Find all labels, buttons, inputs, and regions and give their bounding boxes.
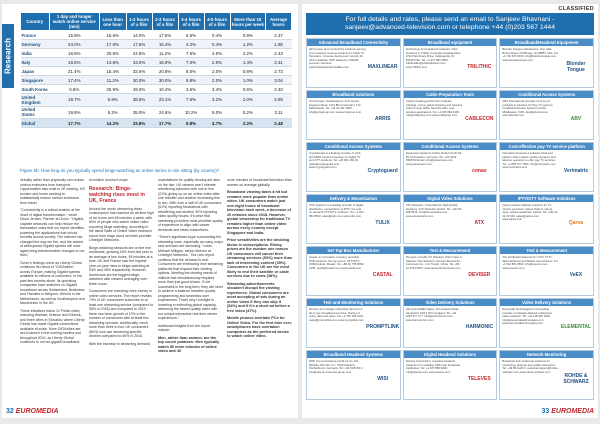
page-number: 32 (6, 408, 14, 415)
article-paragraph: Consumers are investing more money in online video services. The report reveals 79% of UK consumers subscribe to at least one streaming service (compared to 58% in 2018) and compared to 2019 there has been growth of 10% in the number of consumers with at least two streaming services. Additionally, much more than three in four UK consumers (80%) now use streaming specific devices compared to 66% in 2018. (89, 289, 154, 338)
ad-text: CryptoGuard is a leading provider of CAS and DRM content protection for digital TV and OTT solutions. Tel: +46 901 160 29. sales@cryptoguard.com www.cryptoguard.com (309, 152, 361, 170)
table-row (21, 106, 292, 119)
binge-watching-table (20, 12, 292, 128)
country-cell: United States (21, 106, 50, 119)
table-header-cell: Less than one hour (99, 13, 126, 31)
value-cell: 10.2% (178, 106, 204, 119)
classified-ad (306, 90, 401, 140)
value-cell: 2.2% (230, 49, 266, 58)
ad-category-header: Video Delivery Solutions (500, 299, 593, 306)
table-row (21, 76, 292, 85)
value-cell: 4.2% (178, 40, 204, 49)
company-logo: MAXLINEAR (367, 63, 398, 70)
value-cell: 13.8% (99, 58, 126, 67)
banner-line-1: For full details and rates, please send an email to Sanjeev Bhavnani - (345, 16, 555, 23)
banner-line-2: sanjeev@advanced-television.com or telephone +44 (0)203 567 1444 (344, 23, 555, 31)
ad-text: Arris Europe. Headquarters: Arris House, Pegasus Road, 1101 BN Amsterdam, The Netherlands. Tel: +31 20 311 3900. info@arrisgroup.com www.arrisgroup.com (309, 100, 362, 114)
value-cell: 2.0% (204, 76, 230, 85)
folio-left (6, 408, 59, 415)
value-cell: 15.4% (152, 40, 178, 49)
table-header-row (21, 13, 292, 31)
table-header-cell: 2-3 hours of a film (152, 13, 178, 31)
company-logo: HARMONIC (465, 323, 494, 330)
value-cell: 16.6% (99, 31, 126, 40)
classified-ad (403, 298, 498, 348)
ad-body (307, 358, 400, 399)
value-cell: 11.2% (152, 49, 178, 58)
table-header-cell: 1 day and longer watch online service (min) (49, 13, 99, 31)
value-cell: 2.0% (204, 67, 230, 76)
ad-body (500, 254, 593, 295)
value-cell: 17.0% (99, 40, 126, 49)
article-paragraph: revolution across Europe. (89, 178, 129, 182)
ad-body (404, 306, 497, 347)
value-cell: 18.7% (49, 94, 99, 107)
table-row (21, 40, 292, 49)
table-row (21, 49, 292, 58)
table-row (21, 31, 292, 40)
classified-grid (306, 38, 594, 400)
value-cell: 33.8% (126, 119, 152, 128)
ad-text: ABV International provides a full set of products & solutions for Pay-TV systems. Conditional Access Systems (CAS), Middleware, VOD. abv@abvcas.com www.abvcas.com (502, 100, 554, 118)
company-logo: ARRIS (374, 115, 391, 122)
value-cell: 0.8% (230, 67, 266, 76)
article-bullet: Price sensitivities are the deciding factor in subscriptions. Rising prices are the number one reason UK consumers will cancel their streaming services (53%) more than lack of interesting content (35%). Consumers in the UK are the most likely to end their satellite or cable services due to costs (38%). (227, 238, 292, 278)
classified-ad (403, 38, 498, 88)
country-cell: Germany (21, 40, 50, 49)
ad-body (500, 98, 593, 139)
article-paragraph: expectations for quality viewing are also on the rise. UK viewers won't tolerate rebuffering episodes with one in five (21%) giving up on an online video after one rebuffer and another increasing this to two. With over a half of UK consumers (51%) reporting frustrations with rebuffering and another 30% reporting video quality issues, it's clear that streaming providers must prioritise quality of experience to align with viewer demands and retain subscribers. (158, 178, 223, 232)
value-cell: 15.9% (49, 31, 99, 40)
value-cell: 35.0% (126, 106, 152, 119)
value-cell: 30.3% (126, 76, 152, 85)
article-paragraph: Binge-watching sessions are on the rise worldwide, growing 18% from last year to an average of two hours, 48 minutes at a time. UK and France saw the highest year-on-year rises in binge-watching at 53% and 38% respectively. However, Americans are the biggest binge-watchers with viewers averaging over three hours. (89, 245, 153, 286)
ad-body (404, 98, 497, 139)
table-header-cell: 1-2 hours of a film (126, 13, 152, 31)
article-column (158, 178, 223, 408)
value-cell: 17.6% (126, 40, 152, 49)
ad-category-header: Advanced Broadband Connectivity (307, 39, 400, 46)
value-cell: 3.2% (204, 94, 230, 107)
ad-category-header: Test & Measurement (500, 247, 593, 254)
value-cell: 3.4% (204, 85, 230, 94)
value-cell: 7.6% (178, 94, 204, 107)
country-cell: Singapore (21, 76, 50, 85)
value-cell: 20.8% (99, 49, 126, 58)
value-cell: 10.4% (152, 85, 178, 94)
classified-ad (306, 350, 401, 400)
company-logo: TULIX (375, 219, 390, 226)
ad-category-header: Broadband equipment (404, 39, 497, 46)
ad-body (500, 46, 593, 87)
table-row (21, 58, 292, 67)
company-logo: TRILITHIC (467, 63, 492, 70)
ad-category-header: Broadband solutions (307, 91, 400, 98)
classified-ad (306, 298, 401, 348)
table-header-cell: Country (21, 13, 50, 31)
value-cell: 49.3% (126, 85, 152, 94)
value-cell: 7.0% (178, 58, 204, 67)
classified-ad (499, 142, 594, 192)
table-row (21, 119, 292, 128)
value-cell: 4.7% (204, 119, 230, 128)
value-cell: 3.11 (266, 106, 292, 119)
ad-text: The Verification Experts for CATV, FTTx, Metro Ethernet and Mobile test solutions. Tel: +1 510 651 0500. info@veexinc.com www.veexinc.com (502, 256, 559, 270)
ad-text: Monitor and manage subscriber devices for all of your broadband services. Testing of voice, data and video. Tel: +1 760 438 0101. sales@promptlink.com www.promptlink.com (309, 308, 364, 322)
article-paragraph: Additional insights from the report include: (158, 323, 211, 332)
company-logo: Qarva (568, 219, 584, 226)
article-paragraph: With the increase in streaming demand, (89, 341, 151, 346)
article-paragraph: Ovum's findings come as Liberty Global continues its rollout of "GIGAcities" across Europe, making Gigabit speeds available to millions of customers. In the past few months alone, its operating companies have switched on Gigabit broadband across Switzerland, Bratislava and Flanders in Belgium, Utrecht in the Netherlands, as well as Southampton and Manchester in the UK. (20, 260, 85, 305)
ad-body (307, 98, 400, 139)
company-logo: CABLECON (465, 115, 494, 122)
ad-body (500, 150, 593, 191)
company-logo: Verimatrix (563, 167, 589, 174)
value-cell: 43.0% (126, 58, 152, 67)
magazine-brand: EUROMEDIA (15, 408, 59, 415)
contact-banner (306, 13, 594, 35)
ad-text: Industry leading product line includes stripping, coring, jacket stripping and cleaning tools for drop cable, hard line fiber, and wireless applications. Tel: +1 315 682 9105. info@cableprep.com www.cableprep.com (405, 100, 463, 118)
ad-text: Verimatrix develops a software back-end platform that enables mobile operators and telecom operators to offer pay-TV services. Tel: +1 858 677 7800. info@verimatrix.com www.verimatrix.com (502, 152, 556, 170)
article-bullet: Broadcast viewing takes a hit but remains more popular than online video. UK consumers watch just one-eight hours of broadcast television each week, a decrease of 26 minutes since 2018. However, global viewership for traditional TV remains higher than online video across every country except Singapore and India. (227, 190, 291, 235)
value-cell: 14.2% (99, 119, 126, 128)
country-cell: South Korea (21, 86, 48, 92)
value-cell: 6.9% (99, 94, 126, 107)
value-cell: 21.4% (49, 67, 99, 76)
ad-category-header: Broadband/Headend Equipment (500, 39, 593, 46)
value-cell: 2.0% (230, 94, 266, 107)
classified-ad (403, 194, 498, 244)
country-cell: Global (21, 119, 50, 128)
value-cell: 5.2% (99, 106, 126, 119)
company-logo: WISI (377, 375, 389, 382)
value-cell: 2.0% (204, 58, 230, 67)
ad-category-header: Video Delivery Solutions (404, 299, 497, 306)
value-cell: 2.48 (266, 119, 292, 128)
article-paragraph: virtually rather than physically can reduce carbon emissions from transport. Opportunities also exist in 4K viewing, HD tourism and home working to substantially reduce carbon emissions from travel. (20, 178, 85, 205)
value-cell: 18.8% (49, 49, 99, 58)
ad-text: Televes Corporation: complete headend solutions for hospitality, MDU and broadcast distribution. Tel: +1 407 856 9300. info@televes.com www.televes.com (405, 360, 461, 374)
value-cell: 3.04 (266, 76, 292, 85)
ad-text: Blonder Tongue Laboratories, One Jake Brown Road, Old Bridge, NJ 08857 USA. Tel: +1 732 679 4000. info@blondertongue.com www.blondertongue.com (502, 48, 559, 62)
ad-body (307, 254, 400, 295)
value-cell: 0.4% (204, 31, 230, 40)
value-cell: 6.5% (49, 85, 99, 94)
ad-body (500, 202, 593, 243)
value-cell: 23.1% (152, 94, 178, 107)
value-cell: 18.6% (49, 58, 99, 67)
ad-category-header: Conditional Access Systems (404, 143, 497, 150)
article-heading: Research: Binge-watching rises most in UK, France (89, 185, 145, 204)
value-cell: 0.6% (230, 85, 266, 94)
article-column (89, 178, 154, 408)
article-paragraph: "Connectivity is a critical enabler at the heart of digital transformation," wrote David Jensen, Partner at Ovum. "Gigabit-capable networks can help reduce the transaction costs that our report identifies, powering the applications that unlock benefits across society. The internet has changed the way we live, and the advent of widespread Gigabit speeds will once again bring transformative changes to our lives." (20, 208, 85, 257)
ad-text: 25 years of Cable TV, Wireless, Fiber Optic & Datacom Test Solutions. Deviser Electronics Instrument Co., Ltd. Tianjin, China. Tel: +86 22 2764 5003. www.deviserinstruments.com (405, 256, 462, 270)
ad-text: Harmonic EMEA Sales, 10 Linnaeus Road, Hampshire SO14 4DY, England. Tel: +44 1252 377 177. info@harmonicinc.com www.harmonicinc.com (405, 308, 459, 322)
ad-category-header: Network Monitoring (500, 351, 593, 358)
company-logo: conax (472, 167, 487, 174)
article-bullet: Streaming advertisements shouldn't disrupt the viewing experience. Global consumers are most accepting of ads during an online video if they can skip it (54%) and if it's a short ad before a free video (47%). (227, 281, 290, 313)
value-cell: 24.0% (49, 40, 99, 49)
table-row (21, 85, 292, 94)
value-cell: 25.9% (99, 85, 126, 94)
article-paragraph: "There's significant hype surrounding the streaming wars, especially as many major new services are launching," notes Michael Milligan, senior director at Limelight Networks. "Our new report confirms that the demand is real. Consumers are embracing new streaming platforms that expand their viewing options. Meeting the viewing needs of millions that simultaneously requires more than just good shows. To be successful in the long term, they will need to achieve a balance between quality programming and seamless user experiences. That's why Limelight is investing in extending global capacity, delivering the lowest quality video with our unique interactive real-time viewer experiences." (158, 235, 223, 320)
ad-body (500, 306, 593, 347)
value-cell: 9.8% (178, 76, 204, 85)
value-cell: 14.0% (126, 31, 152, 40)
ad-body (404, 150, 497, 191)
ad-category-header: Broadband Headend Systems (307, 351, 400, 358)
value-cell: 8.0% (178, 67, 204, 76)
table-header-cell: More than 10 hours per week (230, 13, 266, 31)
left-page (2, 4, 298, 418)
value-cell: 15.4% (99, 67, 126, 76)
classified-ad (499, 194, 594, 244)
value-cell: 38.6% (126, 94, 152, 107)
ad-body (404, 254, 497, 295)
value-cell: 2.69 (266, 94, 292, 107)
value-cell: 11.2% (99, 76, 126, 85)
value-cell: 4.0% (204, 49, 230, 58)
folio-right (541, 408, 594, 415)
value-cell: 0.9% (230, 31, 266, 40)
ad-text: Qarva creates software solutions for TV service operators. Qarva Distinct, Qarva Apps, Qarva Headends. Serbia. Tel: +381 11 22 22 540. sales@qarva.com www.qarva.com (502, 204, 558, 222)
company-logo: VeEX (569, 271, 583, 278)
classified-ad (499, 90, 594, 140)
value-cell: 17.7% (152, 119, 178, 128)
ad-text: Panaccess Systems GmbH, Robert-Koch-Str. 89-73 Frankfurt, Germany. Tel: +49 (0)69 7890700 Email: info@panaccess.com www.panaccess.com (405, 152, 463, 166)
value-cell: 6.5% (178, 31, 204, 40)
ad-text: Castal, an innovative company providing DVB solutions: Set top boxes, OTT/IPTV, DVB/Android, Mosaic. Tel: +86 (0) 755 8999 2168. castal@castal.com www.castal.com (309, 256, 364, 270)
ad-category-header: Test and Monitoring Solutions (307, 299, 400, 306)
classified-ad (306, 194, 401, 244)
value-cell: 1.0% (230, 76, 266, 85)
ad-body (307, 306, 400, 347)
classified-label: CLASSIFIED (558, 6, 594, 12)
ad-body (500, 358, 593, 399)
value-cell: 32.6% (126, 67, 152, 76)
figure-caption: Figure 5b: How long do you typically spend binge-watching an online series in one sitting (by country)? (20, 168, 220, 173)
classified-ad (499, 350, 594, 400)
ad-category-header: Test & Measurement (404, 247, 497, 254)
value-cell: 2.33 (266, 85, 292, 94)
value-cell: 20.8% (152, 67, 178, 76)
ad-text: Elemental Technologies is the leading provider of software-defined multiscreen video solutions. Tel: +44 118 920 1900. info@elementaltechnologies.com www.elementaltechnologies.com (502, 308, 553, 326)
value-cell: 24.6% (152, 106, 178, 119)
value-cell: 9.8% (178, 119, 204, 128)
company-logo: DEVISER (468, 271, 491, 278)
article-bullet: Mobile phones overtake PCs for Online Video. For the first time ever, smartphones have overtaken computers as the preferred device to watch online video. (227, 316, 292, 338)
classified-ad (499, 246, 594, 296)
classified-ad (306, 246, 401, 296)
value-cell: 19.8% (49, 106, 99, 119)
ad-body (404, 202, 497, 243)
value-cell: 2.31 (266, 58, 292, 67)
company-logo: CASTAL (372, 271, 393, 278)
ad-category-header: Delivery & Monetization (307, 195, 400, 202)
country-cell: India (21, 49, 50, 58)
classified-ad (403, 90, 498, 140)
ad-body (307, 202, 400, 243)
ad-text: HFC power and connectivity solutions serving core business revenue streams for Cable TV Operators. Increase deployment velocity for CFS Install-kits. WiFi Hotspots, CPE/RF, premium cameras. www.thebayframebroadline.com (309, 48, 366, 69)
article-paragraph: Around the world, streaming video consumption has reached an all-time high of six hours and 48 minutes a week, with 60% of people who watch online video reporting binge-watching, according to the latest State of Online Video research report from edge cloud services provider Limelight Networks. (89, 206, 154, 242)
table-row (21, 94, 292, 107)
right-page (302, 4, 598, 418)
table-header-cell: 4-5 hours of a film (204, 13, 230, 31)
ad-text: Tulix Systems is a leading provider of digital distribution, monetization of IPTV, live and on-demand OTT/IPTV solutions. Tel: +1 404 584 5533. sales@tulix.com www.tulix.com (309, 204, 364, 218)
value-cell: 16.0% (152, 58, 178, 67)
classified-ad (403, 350, 498, 400)
ad-category-header: Conditional Access Systems (500, 91, 593, 98)
value-cell: 1.2% (230, 40, 266, 49)
article-column (20, 178, 85, 408)
ad-category-header: Cable Preparation Tools (404, 91, 497, 98)
ad-body (307, 150, 400, 191)
value-cell: 24.8% (126, 49, 152, 58)
value-cell: 0.2% (230, 106, 266, 119)
article-paragraph: more minutes of broadcast television than women on average globally. (227, 178, 292, 187)
classified-ad (403, 142, 498, 192)
value-cell: 2.37 (266, 31, 292, 40)
table-body (21, 31, 292, 128)
ad-body (307, 46, 400, 87)
ad-category-header: IPTV/OTT Software Solutions (500, 195, 593, 202)
value-cell: 5.0% (204, 106, 230, 119)
ad-category-header: Cost-effective pay-TV service platform (500, 143, 593, 150)
ad-category-header: Conditional Access Systems (307, 143, 400, 150)
value-cell: 2.2% (230, 119, 266, 128)
classified-ad (403, 246, 498, 296)
table-header-cell: Average hours (266, 13, 292, 31)
country-cell: France (21, 31, 50, 40)
classified-ad (306, 38, 401, 88)
ad-body (404, 358, 497, 399)
country-cell: United Kingdom (21, 94, 50, 107)
company-logo: Blonder Tongue (566, 60, 586, 73)
company-logo: TELEVES (467, 375, 491, 382)
ad-category-header: Digital Video Solutions (404, 195, 497, 202)
value-cell: 1.95 (266, 40, 292, 49)
value-cell: 17.7% (49, 119, 99, 128)
ad-text: ATX Networks. Cost-effective High Quality Solutions. ATX Networks GmbH. Tel: +49 211 388 5616. info@atxnetworks.com www.atxnetworks.com (405, 204, 462, 218)
article-columns (20, 178, 292, 408)
ad-text: Technology for broadband networks. Viavi Solutions is Trilithic Corporate Headquarters. 9710 Park Davis Drive, Indianapolis, IN 46235 USA. Tel: +1 317 895 3600. trilithicsales@viavisolutions.com www.Trilithic.com (405, 48, 462, 69)
value-cell: 3.6% (178, 85, 204, 94)
article-column (227, 178, 292, 408)
section-tab: Research (2, 24, 14, 88)
company-logo: ROHDE & SCHWARZ (563, 372, 589, 385)
value-cell: 2.43 (266, 49, 292, 58)
company-logo: ELEMENTAL (560, 323, 592, 330)
article-paragraph: These initiatives follow 12 Polish cities, including Warsaw, Krakow and Gdansk, and three cities in Slovakia, where Liberty Global has made Gigabit connections available at scale. More GIGAcities are set to launch in the coming months and throughout 2019, as Liberty Global continues to roll out gigabit broadband. (20, 308, 85, 344)
table-header-cell: 3-4 hours of a film (178, 13, 204, 31)
value-cell: 0.4% (204, 40, 230, 49)
company-logo: Cryptoguard (367, 167, 398, 174)
ad-category-header: Set Top Box Manufacturer (307, 247, 400, 254)
value-cell: 30.0% (152, 76, 178, 85)
value-cell: 17.4% (49, 76, 99, 85)
table-row (21, 67, 292, 76)
ad-body (404, 46, 497, 87)
country-cell: Japan (21, 67, 50, 76)
ad-text: Broadcast and media test solutions for monitoring, analysis and quality assurance. Tel: +49 89 4129 0. customersupport@rohde-schwarz.com www.rohde-schwarz.com (502, 360, 559, 374)
value-cell: 17.6% (152, 31, 178, 40)
classified-ad (306, 142, 401, 192)
company-logo: ABV (570, 115, 582, 122)
country-cell: Italy (21, 58, 50, 67)
classified-ad (499, 298, 594, 348)
classified-ad (499, 38, 594, 88)
value-cell: 1.4% (230, 58, 266, 67)
article-bullet: Men, rather than women, are the top couch potatoes: Men typically watch 50 more minutes of online video and 40 (158, 335, 220, 353)
page-number: 33 (541, 408, 550, 415)
company-logo: ATX (474, 219, 485, 226)
value-cell: 2.73 (266, 67, 292, 76)
ad-text: WISI Communications GmbH & Co. KG, Wilhelm-Sihn-Str. 5-7, 75223 Niefern-Öschelbronn, Germany. Tel: +49 7233 66 0. info@wisi.de www.wisi-group.com (309, 360, 364, 374)
ad-category-header: Digital Headend Solutions (404, 351, 497, 358)
company-logo: PROMPTLINK (366, 323, 400, 330)
value-cell: 7.6% (178, 49, 204, 58)
magazine-brand: EUROMEDIA (551, 408, 594, 415)
